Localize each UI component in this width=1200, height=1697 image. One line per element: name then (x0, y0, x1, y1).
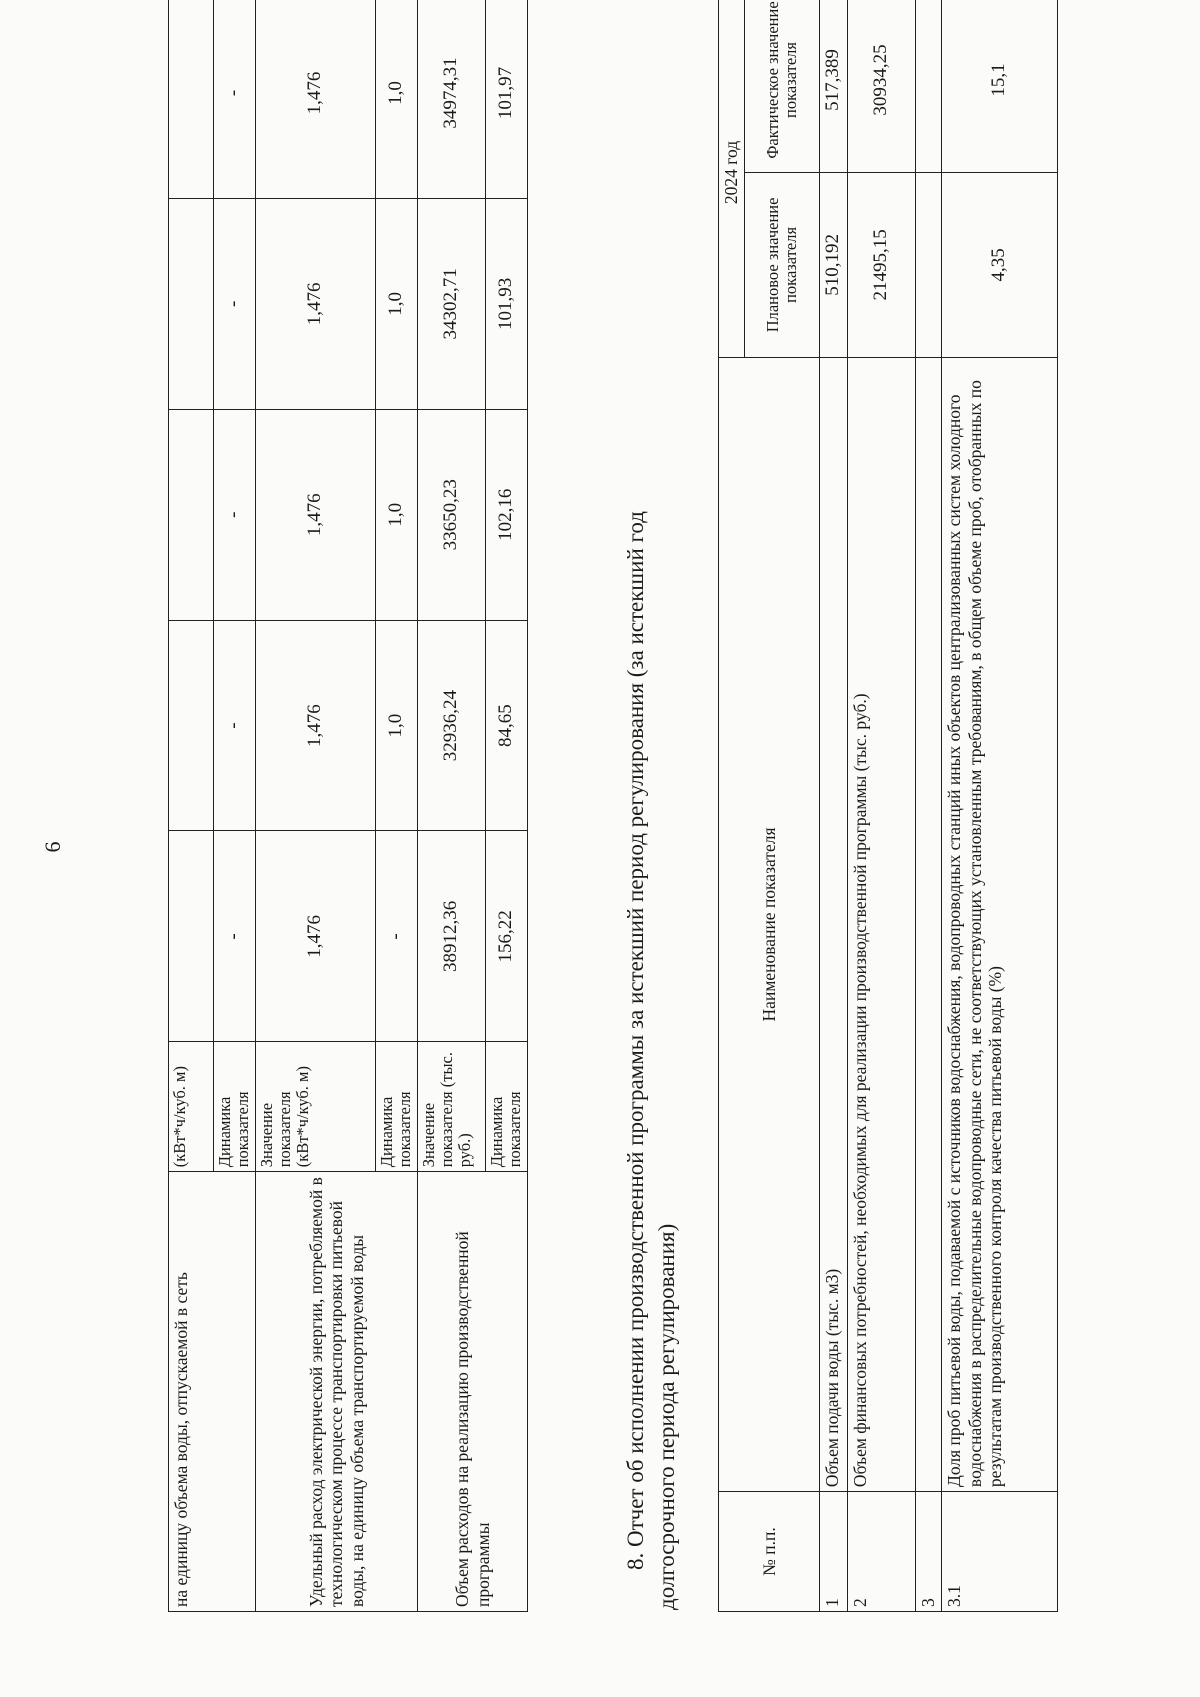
heading-line: 8. Отчет об исполнении производственной программы за истекший период регулирования (за истекший год (623, 511, 648, 1570)
heading-line: долгосрочного периода регулирования) (654, 1223, 680, 1610)
header-year: 2024 год (719, 0, 745, 357)
header-name: Наименование показателя (719, 357, 820, 1491)
row-name: Объем финансовых потребностей, необходимых для реализации производственной программы (тыс. руб.) (848, 357, 916, 1491)
plan-value: 4,35 (942, 172, 1058, 357)
row-num: 2 (848, 1492, 916, 1612)
value-label: Значение показателя (кВт*ч/куб. м) (256, 1042, 376, 1172)
value-cell: 38912,36 (418, 831, 486, 1042)
value-cell: 1,0 (376, 409, 418, 620)
unit-label: (кВт*ч/куб. м) (169, 1042, 214, 1172)
value-cell: - (214, 0, 256, 198)
value-cell: 32936,24 (418, 620, 486, 831)
table-row (942, 0, 1058, 1612)
row-num: 1 (820, 1492, 848, 1612)
table-row (256, 0, 376, 1612)
value-cell (169, 620, 214, 831)
table-row (916, 0, 942, 1612)
value-cell: 101,97 (486, 0, 528, 198)
value-cell: 1,476 (256, 0, 376, 198)
plan-value: 21495,15 (848, 172, 916, 357)
table-row (169, 0, 214, 1612)
value-cell: 1,0 (376, 198, 418, 409)
value-cell: - (214, 198, 256, 409)
value-cell: 101,93 (486, 198, 528, 409)
value-cell: 84,65 (486, 620, 528, 831)
value-cell: 1,0 (376, 0, 418, 198)
value-cell: 156,22 (486, 831, 528, 1042)
row-num: 3 (916, 1492, 942, 1612)
plan-value (916, 172, 942, 357)
indicator-name: на единицу объема воды, отпускаемой в сеть (169, 1172, 256, 1612)
value-cell: 1,476 (256, 198, 376, 409)
value-cell: 1,0 (376, 620, 418, 831)
value-cell (169, 0, 214, 198)
value-cell: - (214, 831, 256, 1042)
table-row (820, 0, 848, 1612)
section-8-heading (620, 0, 682, 1610)
header-plan: Плановое значение показателя (745, 172, 820, 357)
table-row (848, 0, 916, 1612)
header-fact: Фактическое значение показателя (745, 0, 820, 172)
page-number: 6 (40, 841, 65, 853)
fact-value (916, 0, 942, 172)
indicator-name: Удельный расход электрической энергии, потребляемой в технологическом процессе транспортировки питьевой воды, на единицу объема транспортируемой воды (256, 1172, 418, 1612)
plan-value: 510,192 (820, 172, 848, 357)
row-name (916, 357, 942, 1491)
value-cell (169, 409, 214, 620)
row-name: Объем подачи воды (тыс. м3) (820, 357, 848, 1491)
indicator-name: Объем расходов на реализацию производственной программы (418, 1172, 528, 1612)
fact-value: 15,1 (942, 0, 1058, 172)
report-table (718, 0, 1058, 1612)
value-cell: 1,476 (256, 620, 376, 831)
dynamics-label: Динамика показателя (214, 1042, 256, 1172)
value-label: Значение показателя (тыс. руб.) (418, 1042, 486, 1172)
value-cell: - (214, 409, 256, 620)
header-num: № п.п. (719, 1492, 820, 1612)
fact-value: 517,389 (820, 0, 848, 172)
value-cell: 34974,31 (418, 0, 486, 198)
table-header-row (719, 0, 745, 1612)
value-cell: 1,476 (256, 409, 376, 620)
value-cell: - (376, 831, 418, 1042)
value-cell: 34302,71 (418, 198, 486, 409)
value-cell: 102,16 (486, 409, 528, 620)
value-cell: - (214, 620, 256, 831)
value-cell (169, 198, 214, 409)
dynamics-label: Динамика показателя (376, 1042, 418, 1172)
row-name: Доля проб питьевой воды, подаваемой с источников водоснабжения, водопроводных станций иных объектов централизованных систем холодного водоснабжения в распределительные водопроводные сети, не соответствующих установленным требованиям, в общем объеме проб, отобранных по результатам производственного контроля качества питьевой воды (%) (942, 357, 1058, 1491)
value-cell: 33650,23 (418, 409, 486, 620)
value-cell (169, 831, 214, 1042)
table-row (418, 0, 486, 1612)
indicators-table-continued (168, 0, 528, 1612)
row-num: 3.1 (942, 1492, 1058, 1612)
value-cell: 1,476 (256, 831, 376, 1042)
fact-value: 30934,25 (848, 0, 916, 172)
dynamics-label: Динамика показателя (486, 1042, 528, 1172)
